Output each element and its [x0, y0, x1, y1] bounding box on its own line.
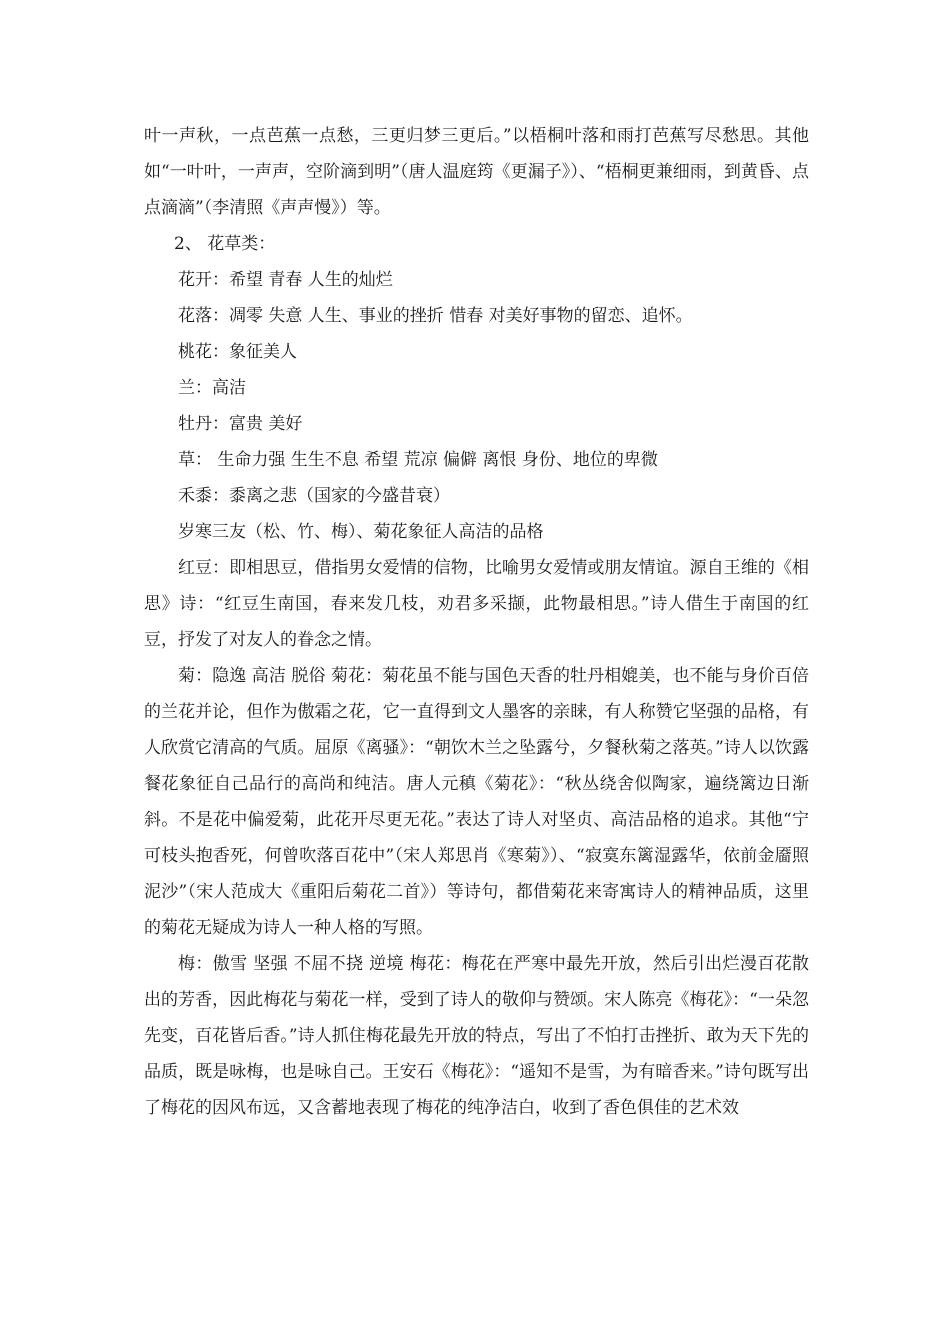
entry-flower-fall: 花落：凋零 失意 人生、事业的挫折 惜春 对美好事物的留恋、追怀。 — [178, 306, 693, 326]
document-body — [144, 118, 809, 1126]
entry-orchid: 兰：高洁 — [178, 378, 246, 398]
entry-peach-blossom: 桃花：象征美人 — [178, 342, 297, 362]
entry-peony: 牡丹：富贵 美好 — [178, 414, 303, 434]
hongdou-paragraph: 红豆：即相思豆，借指男女爱情的信物，比喻男女爱情或朋友情谊。源自王维的《相思》诗：“红豆生南国，春来发几枝，劝君多采撷，此物最相思。”诗人借生于南国的红豆，抒发了对友人的眷念之情。 — [144, 558, 809, 650]
entry-millet: 禾黍：黍离之悲（国家的今盛昔衰） — [178, 486, 450, 506]
chrysanthemum-paragraph: 菊：隐逸 高洁 脱俗 菊花：菊花虽不能与国色天香的牡丹相媲美，也不能与身价百倍的兰花并论，但作为傲霜之花，它一直得到文人墨客的亲睐，有人称赞它坚强的品格，有人欣赏它清高的气质。屈原《离骚》：“朝饮木兰之坠露兮，夕餐秋菊之落英。”诗人以饮露餐花象征自己品行的高尚和纯洁。唐人元稹《菊花》：“秋丛绕舍似陶家，遍绕篱边日渐斜。不是花中偏爱菊，此花开尽更无花。”表达了诗人对坚贞、高洁品格的追求。其他“宁可枝头抱香死，何曾吹落百花中”（宋人郑思肖《寒菊》）、“寂寞东篱湿露华，依前金靥照泥沙”（宋人范成大《重阳后菊花二首》）等诗句，都借菊花来寄寓诗人的精神品质，这里的菊花无疑成为诗人一种人格的写照。 — [144, 666, 809, 938]
plum-paragraph: 梅：傲雪 坚强 不屈不挠 逆境 梅花：梅花在严寒中最先开放，然后引出烂漫百花散出的芳香，因此梅花与菊花一样，受到了诗人的敬仰与赞颂。宋人陈亮《梅花》：“一朵忽先变，百花皆后香。”诗人抓住梅花最先开放的特点，写出了不怕打击挫折、敢为天下先的品质，既是咏梅，也是咏自己。王安石《梅花》：“遥知不是雪，为有暗香来。”诗句既写出了梅花的因风布远，又含蓄地表现了梅花的纯净洁白，收到了香色俱佳的艺术效 — [144, 954, 809, 1118]
intro-paragraph: 叶一声秋，一点芭蕉一点愁，三更归梦三更后。”以梧桐叶落和雨打芭蕉写尽愁思。其他如“一叶叶，一声声，空阶滴到明”（唐人温庭筠《更漏子》）、“梧桐更兼细雨，到黄昏、点点滴滴”（李清照《声声慢》）等。 — [144, 126, 809, 218]
entry-three-friends: 岁寒三友（松、竹、梅）、菊花象征人高洁的品格 — [178, 522, 544, 542]
entry-grass: 草： 生命力强 生生不息 希望 荒凉 偏僻 离恨 身份、地位的卑微 — [178, 450, 658, 470]
section-heading: 2、 花草类： — [174, 234, 276, 254]
entry-flower-bloom: 花开：希望 青春 人生的灿烂 — [178, 270, 393, 290]
